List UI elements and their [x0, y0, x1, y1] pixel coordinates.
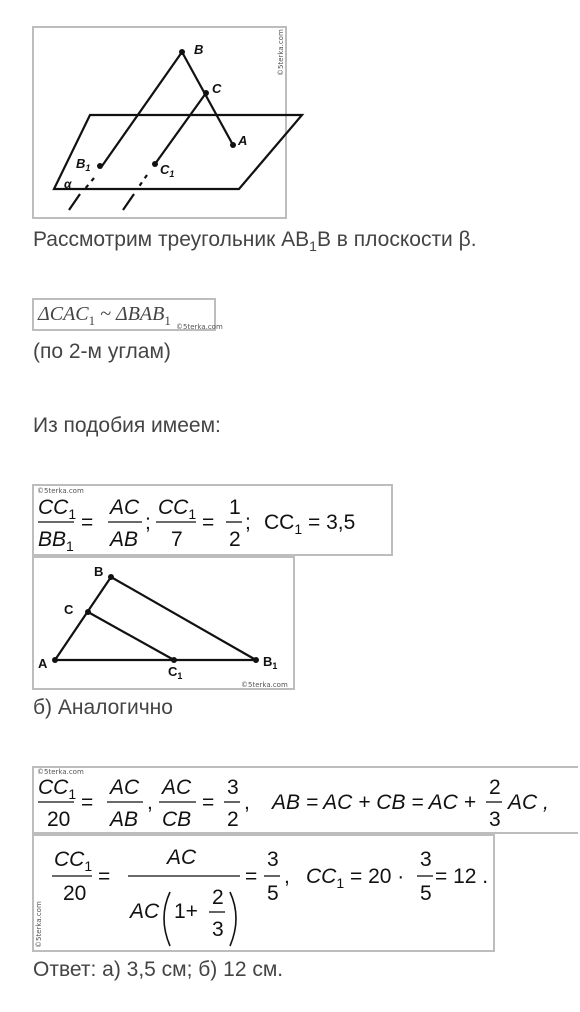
label-c1: $C_1$ [160, 162, 175, 179]
label-c: C [64, 602, 74, 617]
paragraph-from-similarity: Из подобия имеем: [33, 414, 221, 437]
watermark: ©5terka.com [277, 29, 285, 76]
line-b-a [182, 52, 233, 145]
label-alpha: α [64, 177, 72, 191]
svg-text:,: , [244, 791, 250, 814]
svg-text:=: = [81, 791, 94, 814]
svg-text:CC1: $CC_1$ [38, 496, 77, 522]
point-a [230, 142, 236, 148]
formula-similarity: $\Delta CAC_1$ ~ $\Delta BAB_1$ ©5terka.com [32, 298, 216, 331]
figure-plane-diagram [32, 26, 287, 219]
paragraph-answer: Ответ: а) 3,5 см; б) 12 см. [33, 958, 284, 981]
svg-text:,: , [284, 865, 290, 888]
svg-text:CC1 = 20 ·: $CC_1 = 20$ · [306, 865, 405, 891]
svg-text:3: 3 [489, 808, 501, 831]
label-c: C [212, 81, 222, 96]
side-b-b1 [111, 577, 256, 660]
line-c-c1 [155, 93, 206, 164]
svg-text:2: 2 [227, 808, 239, 831]
line-c1-dash [138, 175, 147, 188]
svg-text:=: = [245, 865, 258, 888]
formula-result [32, 834, 495, 952]
svg-text:CC1: $CC_1$ [158, 496, 197, 522]
point-c [203, 90, 209, 96]
svg-text:AC: AC [110, 776, 140, 799]
svg-text:5: 5 [420, 882, 432, 905]
svg-text:AB: AB [110, 808, 139, 831]
svg-text:AC: AC [130, 900, 160, 923]
svg-text:,: , [147, 791, 153, 814]
watermark: ©5terka.com [37, 768, 84, 776]
svg-text:3: 3 [420, 848, 432, 871]
triangle-diagram-svg [34, 558, 297, 692]
label-c1: $C_1$ [168, 664, 183, 681]
svg-text:AC ,: AC , [508, 791, 549, 814]
label-b1: $B_1$ [76, 156, 91, 173]
paragraph-two-angles: (по 2-м углам) [33, 340, 171, 363]
svg-text:2: 2 [489, 776, 501, 799]
formula-ratio-20-svg [34, 768, 580, 836]
svg-text:AC: AC [162, 776, 192, 799]
figure-triangle-diagram [32, 556, 295, 690]
point-b [179, 49, 185, 55]
svg-text:20: 20 [47, 808, 71, 831]
svg-text:=: = [98, 865, 111, 888]
svg-text:7: 7 [171, 528, 183, 551]
watermark: ©5terka.com [241, 681, 288, 689]
label-b1: $B_1$ [263, 654, 278, 671]
watermark: ©5terka.com [176, 323, 223, 331]
watermark: ©5terka.com [37, 487, 84, 495]
svg-text:=: = [202, 791, 215, 814]
point-b1 [97, 163, 103, 169]
svg-text:= 12 .: = 12 . [435, 865, 489, 888]
svg-text:1+: 1+ [174, 900, 198, 923]
svg-text:1: 1 [229, 496, 241, 519]
svg-text:3: 3 [227, 776, 239, 799]
formula-ratio-cc1 [32, 484, 393, 556]
svg-text:;: ; [245, 511, 251, 534]
line-b-b1 [102, 52, 182, 166]
svg-text:3: 3 [267, 848, 279, 871]
svg-text:AC: AC [167, 846, 197, 869]
side-a-b [55, 577, 111, 660]
paragraph-similarly: б) Аналогично [33, 696, 173, 719]
svg-text:AC: AC [110, 496, 140, 519]
svg-text:2: 2 [229, 528, 241, 551]
svg-text:CB: CB [162, 808, 192, 831]
plane-alpha [54, 115, 302, 189]
formula-ratio-cc1-svg [34, 486, 395, 558]
svg-text:CC1 = 3,5: $CC_1 = 3,5$ [264, 511, 356, 537]
plane-diagram-svg [34, 28, 289, 221]
point-c1 [152, 161, 158, 167]
formula-ratio-20 [32, 766, 578, 834]
label-a: A [238, 133, 248, 148]
svg-text:=: = [81, 511, 94, 534]
label-b: B [94, 564, 104, 579]
line-c1-below [123, 194, 134, 210]
svg-text:CC1: $CC_1$ [38, 776, 77, 802]
svg-text:3: 3 [212, 918, 224, 941]
segment-c-c1 [88, 612, 174, 660]
watermark: ©5terka.com [35, 901, 43, 948]
svg-text:20: 20 [63, 882, 87, 905]
paragraph-consider-triangle: Рассмотрим треугольник $АВ_1В$ в плоскости β. [33, 228, 477, 255]
label-a: A [38, 656, 48, 671]
svg-text:;: ; [145, 511, 151, 534]
line-b1-below [69, 194, 80, 210]
svg-text:5: 5 [267, 882, 279, 905]
svg-text:=: = [202, 511, 215, 534]
label-b: B [194, 42, 204, 57]
svg-text:AB: AB [110, 528, 139, 551]
svg-text:2: 2 [212, 886, 224, 909]
svg-text:BB1: $BB_1$ [38, 528, 74, 554]
svg-text:CC1: $CC_1$ [54, 848, 93, 874]
formula-result-svg [34, 836, 497, 954]
svg-text:AB = AC + CB = AC +: AB = AC + CB = AC + [272, 791, 476, 814]
